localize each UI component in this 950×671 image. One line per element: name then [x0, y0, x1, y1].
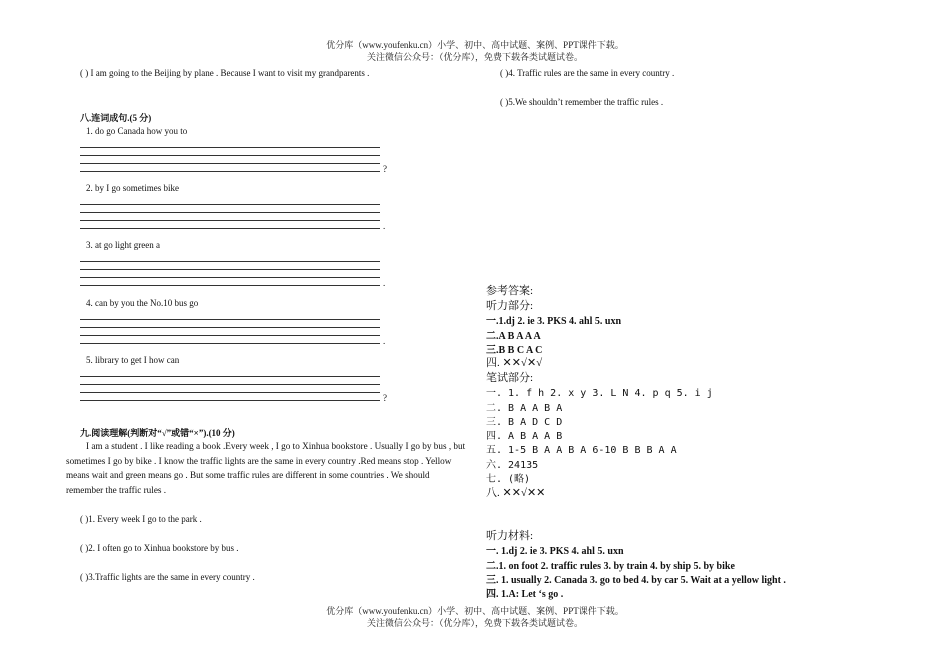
answer-line-written-2: 二. B A A B A [486, 403, 563, 414]
answer-line [80, 376, 380, 377]
answer-line [80, 163, 380, 164]
answer-line [80, 285, 380, 286]
answer-line [80, 171, 380, 172]
end-punctuation: . [383, 336, 386, 346]
answer-line-written-3: 三. B A D C D [486, 417, 563, 428]
answer-line-written-7: 七. (略) [486, 474, 531, 485]
reading-question-5: ( )5.We shouldn’t remember the traffic rules . [500, 97, 664, 107]
material-line-4: 四. 1.A: Let ‘s go . [486, 589, 564, 600]
answer-line [80, 155, 380, 156]
reading-question-3: ( )3.Traffic lights are the same in every country . [80, 572, 255, 582]
answer-line [80, 335, 380, 336]
reading-passage [66, 439, 466, 497]
material-line-3: 三. 1. usually 2. Canada 3. go to bed 4. by car 5. Wait at a yellow light . [486, 575, 786, 586]
answer-line-listening-4: 四. ✕✕√✕√ [486, 357, 543, 369]
passage-text: I am a student . I like reading a book .Every week , I go to Xinhua bookstore . Usually I go by bus , but sometimes I go by bike . I know the traffic lights are the same in every country .Red means stop . Yellow means wait and green means go . But some traffic rules are different in some countries . We should remember the traffic rules . [66, 441, 466, 495]
end-punctuation: . [383, 221, 386, 231]
section-8-title: 八.连词成句.(5 分) [80, 113, 152, 123]
answer-line [80, 204, 380, 205]
reading-question-1: ( )1. Every week I go to the park . [80, 514, 202, 524]
section-9-title: 九.阅读理解(判断对“√”或错“×”).(10 分) [80, 428, 235, 438]
answer-line-written-4: 四. A B A A B [486, 431, 563, 442]
answer-line-listening-2: 二.A B A A A [486, 331, 541, 342]
listening-material-title: 听力材料: [486, 530, 534, 542]
footer-line-1: 优分库（www.youfenku.cn）小学、初中、高中试题、案例、PPT课件下载。 [326, 606, 624, 616]
written-title: 笔试部分: [486, 372, 534, 384]
listening-title: 听力部分: [486, 300, 534, 312]
scramble-item-2: 2. by I go sometimes bike [86, 183, 179, 193]
answer-line [80, 384, 380, 385]
answer-line [80, 400, 380, 401]
scramble-item-4: 4. can by you the No.10 bus go [86, 298, 199, 308]
answer-line [80, 212, 380, 213]
answer-line [80, 319, 380, 320]
end-punctuation: ? [383, 393, 387, 403]
material-line-1: 一. 1.dj 2. ie 3. PKS 4. ahl 5. uxn [486, 546, 624, 557]
end-punctuation: ? [383, 164, 387, 174]
answer-line [80, 269, 380, 270]
question-item: ( ) I am going to the Beijing by plane . Because I want to visit my grandparents . [80, 68, 370, 78]
scramble-item-3: 3. at go light green a [86, 240, 160, 250]
answer-line [80, 343, 380, 344]
scramble-item-5: 5. library to get I how can [86, 355, 180, 365]
material-line-2: 二.1. on foot 2. traffic rules 3. by train 4. by ship 5. by bike [486, 561, 735, 572]
answer-line [80, 228, 380, 229]
header-line-2: 关注微信公众号：（优分库），免费下载各类试题试卷。 [366, 52, 583, 62]
header-line-1: 优分库（www.youfenku.cn）小学、初中、高中试题、案例、PPT课件下载。 [326, 40, 624, 50]
reading-question-4: ( )4. Traffic rules are the same in every country . [500, 68, 675, 78]
answer-line-written-6: 六. 24135 [486, 460, 539, 471]
scramble-item-1: 1. do go Canada how you to [86, 126, 188, 136]
answers-title: 参考答案: [486, 285, 534, 297]
answer-line [80, 261, 380, 262]
answer-line [80, 220, 380, 221]
answer-line [80, 392, 380, 393]
answer-line-listening-3: 三.B B C A C [486, 345, 543, 356]
answer-line [80, 277, 380, 278]
answer-line [80, 147, 380, 148]
answer-line-listening-1: 一.1.dj 2. ie 3. PKS 4. ahl 5. uxn [486, 316, 622, 327]
answer-line-written-1: 一. 1. f h 2. x y 3. L N 4. p q 5. i j [486, 388, 713, 399]
reading-question-2: ( )2. I often go to Xinhua bookstore by bus . [80, 543, 239, 553]
footer-line-2: 关注微信公众号：（优分库），免费下载各类试题试卷。 [366, 618, 583, 628]
answer-line-written-5: 五. 1-5 B A A B A 6-10 B B B A A [486, 445, 677, 456]
answer-line [80, 327, 380, 328]
answer-line-written-8: 八. ✕✕√✕✕ [486, 487, 546, 499]
end-punctuation: . [383, 278, 386, 288]
